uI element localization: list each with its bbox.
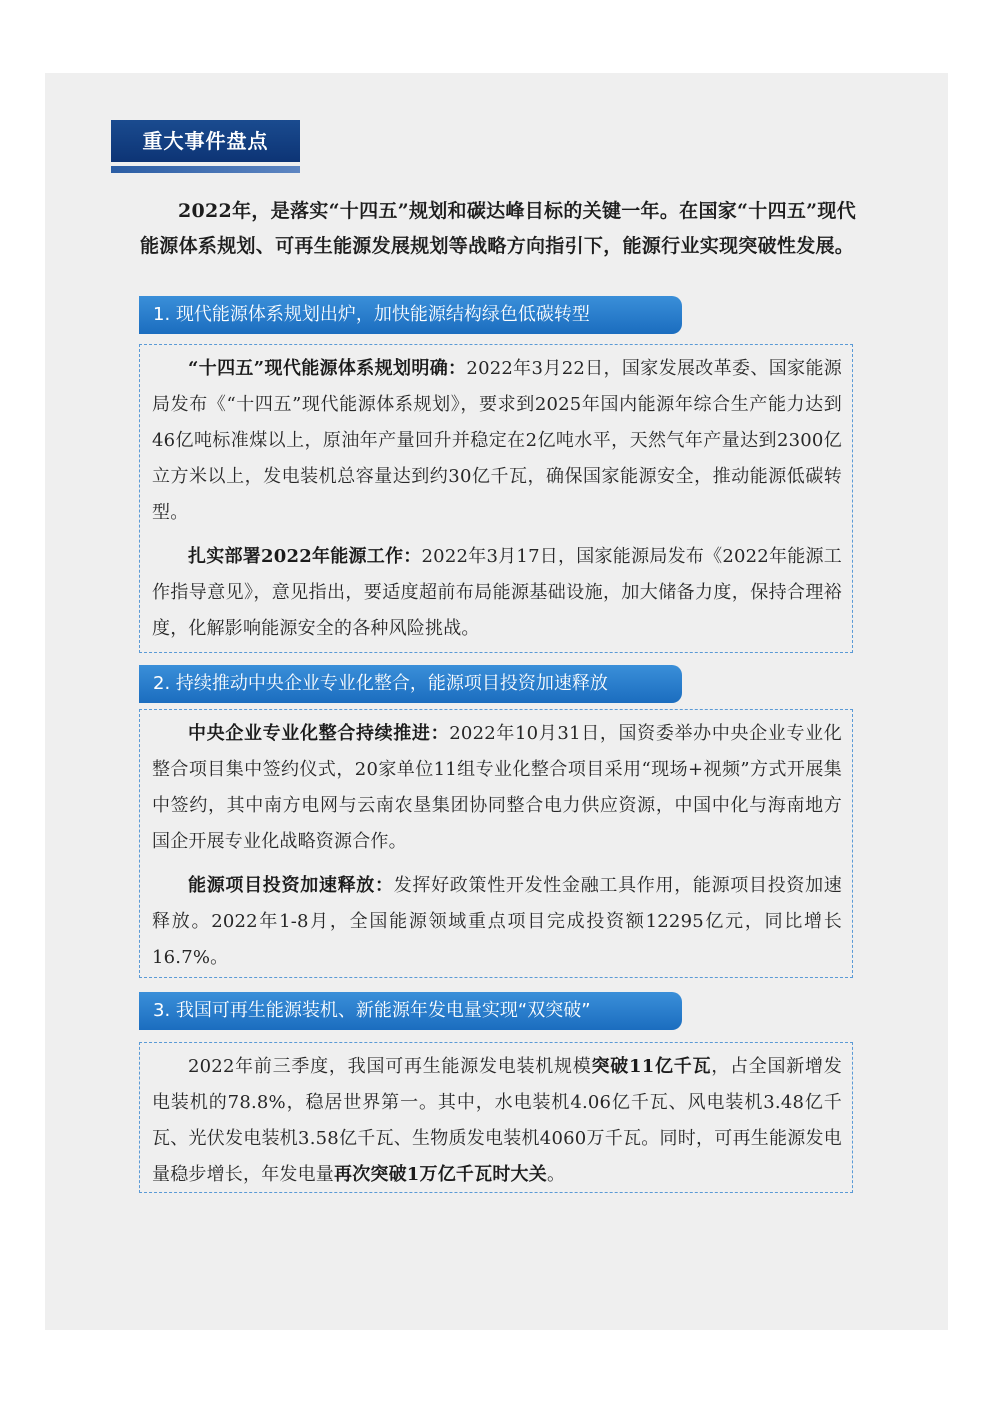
item-3-highlight-2: 再次突破1万亿千瓦时大关 [334,1164,547,1185]
item-1-lead-2: 扎实部署2022年能源工作： [188,546,422,567]
item-2-box [139,709,853,978]
section-title-underline [111,166,300,173]
item-1-lead-1: “十四五”现代能源体系规划明确： [188,358,467,379]
item-1-box [139,344,853,653]
item-3-heading: 3. 我国可再生能源装机、新能源年发电量实现“双突破” [139,992,682,1030]
item-2-text-1: 2022年10月31日，国资委举办中央企业专业化整合项目集中签约仪式，20家单位11组专业化整合项目采用“现场+视频”方式开展集中签约，其中南方电网与云南农垦集团协同整合电力供应资源，中国中化与海南地方国企开展专业化战略资源合作。 [152,723,842,852]
item-2-lead-1: 中央企业专业化整合持续推进： [188,723,450,744]
item-2-heading: 2. 持续推动中央企业专业化整合，能源项目投资加速释放 [139,665,682,703]
item-2-paragraph-2 [152,868,842,976]
item-3-box [139,1042,853,1193]
item-1-heading: 1. 现代能源体系规划出炉，加快能源结构绿色低碳转型 [139,296,682,334]
item-1-text-2: 2022年3月17日，国家能源局发布《2022年能源工作指导意见》，意见指出，要适度超前布局能源基础设施，加大储备力度，保持合理裕度，化解影响能源安全的各种风险挑战。 [152,546,842,639]
item-1-paragraph-2 [152,539,842,647]
item-1-paragraph-1 [152,351,842,531]
section-title: 重大事件盘点 [111,120,300,162]
item-3-text-2: ，占全国新增发电装机的78.8%，稳居世界第一。其中，水电装机4.06亿千瓦、风电装机3.48亿千瓦、光伏发电装机3.58亿千瓦、生物质发电装机4060万千瓦。同时，可再生能源发电量稳步增长，年发电量 [152,1056,842,1185]
item-3-text-1: 2022年前三季度，我国可再生能源发电装机规模 [188,1056,592,1077]
item-3-highlight-1: 突破11亿千瓦 [591,1056,712,1077]
item-2-lead-2: 能源项目投资加速释放： [188,875,394,896]
intro-paragraph: 2022年，是落实“十四五”规划和碳达峰目标的关键一年。在国家“十四五”现代能源体系规划、可再生能源发展规划等战略方向指引下，能源行业实现突破性发展。 [140,200,856,257]
item-1-text-1: 2022年3月22日，国家发展改革委、国家能源局发布《“十四五”现代能源体系规划》，要求到2025年国内能源年综合生产能力达到46亿吨标准煤以上，原油年产量回升并稳定在2亿吨水平，天然气年产量达到2300亿立方米以上，发电装机总容量达到约30亿千瓦，确保国家能源安全，推动能源低碳转型。 [152,358,843,523]
item-2-paragraph-1 [152,716,842,860]
item-2-text-2: 发挥好政策性开发性金融工具作用，能源项目投资加速释放。2022年1-8月，全国能源领域重点项目完成投资额12295亿元，同比增长16.7%。 [152,875,842,968]
item-3-paragraph [152,1049,842,1193]
item-3-text-3: 。 [546,1164,566,1185]
